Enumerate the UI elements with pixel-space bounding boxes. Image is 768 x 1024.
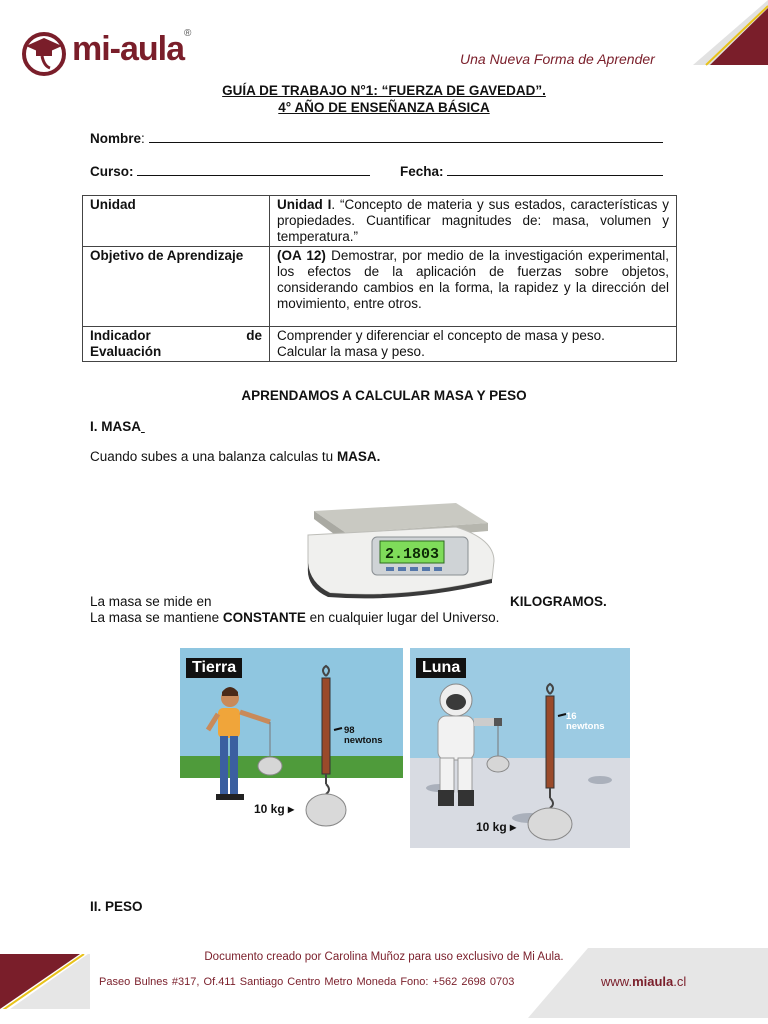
earth-panel bbox=[180, 648, 403, 848]
graduation-cap-logo-icon bbox=[20, 30, 68, 76]
moon-panel bbox=[410, 648, 630, 848]
table-row bbox=[83, 196, 677, 247]
moon-mass-label: 10 kg ▸ bbox=[476, 820, 517, 834]
header-corner-decoration bbox=[648, 0, 768, 70]
masa-unit-value: KILOGRAMOS. bbox=[510, 594, 607, 609]
indicator-value: Comprender y diferenciar el concepto de masa y peso. Calcular la masa y peso. bbox=[270, 327, 677, 362]
moon-illustration bbox=[410, 648, 630, 848]
indicator-key: Indicador de Evaluación bbox=[83, 327, 270, 362]
footer-website-link[interactable]: www.miaula.cl bbox=[601, 974, 687, 989]
slogan: Una Nueva Forma de Aprender bbox=[460, 51, 655, 67]
unit-value: Unidad I. “Concepto de materia y sus estados, características y propiedades. Cuantificar magnitudes de: masa, volumen y temperatura.” bbox=[270, 196, 677, 247]
earth-label: Tierra bbox=[186, 658, 242, 678]
moon-force-note: 16 newtons bbox=[566, 711, 605, 732]
masa-unit-label: La masa se mide en bbox=[90, 594, 212, 609]
digital-scale-image bbox=[306, 483, 496, 599]
unit-info-table bbox=[82, 195, 677, 362]
unit-key: Unidad bbox=[83, 196, 270, 247]
grade-title: 4° AÑO DE ENSEÑANZA BÁSICA bbox=[278, 100, 490, 115]
brand-name: mi-aula® bbox=[72, 27, 191, 68]
name-field[interactable]: Nombre: bbox=[90, 131, 663, 146]
section-heading: APRENDAMOS A CALCULAR MASA Y PESO bbox=[241, 388, 527, 403]
scale-display-text: 2.1803 bbox=[384, 546, 440, 563]
earth-force-note: 98 newtons bbox=[344, 725, 383, 746]
earth-mass-label: 10 kg ▸ bbox=[254, 802, 295, 816]
masa-constant-sentence: La masa se mantiene CONSTANTE en cualquier lugar del Universo. bbox=[90, 610, 500, 625]
masa-sentence: Cuando subes a una balanza calculas tu MASA. bbox=[90, 449, 381, 464]
objective-value: (OA 12) Demostrar, por medio de la investigación experimental, los efectos de la aplicación de fuerzas sobre objetos, considerando cambios en la forma, la rapidez y la dirección del movimiento, entre otros. bbox=[270, 247, 677, 327]
footer-credit: Documento creado por Carolina Muñoz para uso exclusivo de Mi Aula. bbox=[204, 951, 564, 963]
footer-address: Paseo Bulnes #317, Of.411 Santiago Centro Metro Moneda Fono: +562 2698 0703 bbox=[99, 976, 515, 988]
moon-label: Luna bbox=[416, 658, 466, 678]
earth-illustration bbox=[180, 648, 403, 848]
date-field[interactable]: Fecha: bbox=[400, 164, 663, 179]
peso-title: II. PESO bbox=[90, 899, 143, 914]
masa-title: I. MASA bbox=[90, 419, 142, 434]
guide-title: GUÍA DE TRABAJO N°1: “FUERZA DE GAVEDAD”. bbox=[222, 83, 546, 98]
table-row bbox=[83, 247, 677, 327]
course-field[interactable]: Curso: bbox=[90, 164, 370, 179]
table-row bbox=[83, 327, 677, 362]
objective-key: Objetivo de Aprendizaje bbox=[83, 247, 270, 327]
